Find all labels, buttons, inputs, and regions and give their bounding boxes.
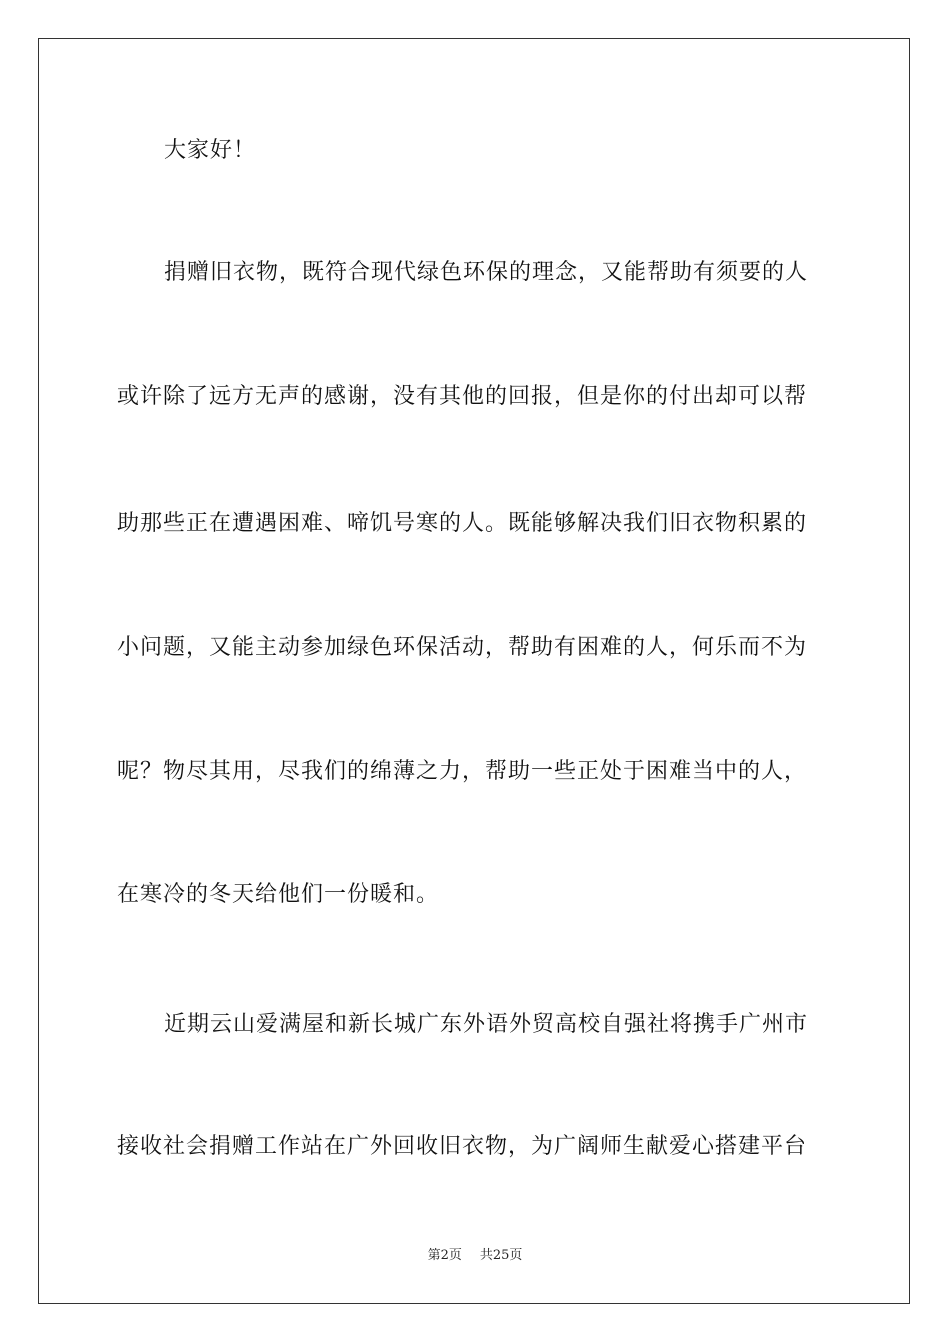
paragraph-line: 接收社会捐赠工作站在广外回收旧衣物，为广阔师生献爱心搭建平台	[117, 1134, 808, 1159]
paragraph-line: 捐赠旧衣物，既符合现代绿色环保的理念，又能帮助有须要的人	[164, 260, 809, 285]
paragraph-line: 近期云山爱满屋和新长城广东外语外贸高校自强社将携手广州市	[164, 1012, 809, 1037]
paragraph-line: 呢？物尽其用，尽我们的绵薄之力，帮助一些正处于困难当中的人，	[117, 759, 808, 784]
paragraph-line: 小问题，又能主动参加绿色环保活动，帮助有困难的人，何乐而不为	[117, 635, 808, 660]
page-number: 第2页	[427, 1248, 462, 1263]
total-pages: 共25页	[479, 1248, 523, 1263]
greeting-line: 大家好！	[164, 138, 257, 163]
paragraph-line: 或许除了远方无声的感谢，没有其他的回报，但是你的付出却可以帮	[117, 384, 808, 409]
paragraph-line: 助那些正在遭遇困难、啼饥号寒的人。既能够解决我们旧衣物积累的	[117, 511, 808, 536]
page-footer	[0, 1247, 950, 1265]
paragraph-line: 在寒冷的冬天给他们一份暖和。	[117, 882, 440, 907]
page-border	[38, 38, 910, 1304]
